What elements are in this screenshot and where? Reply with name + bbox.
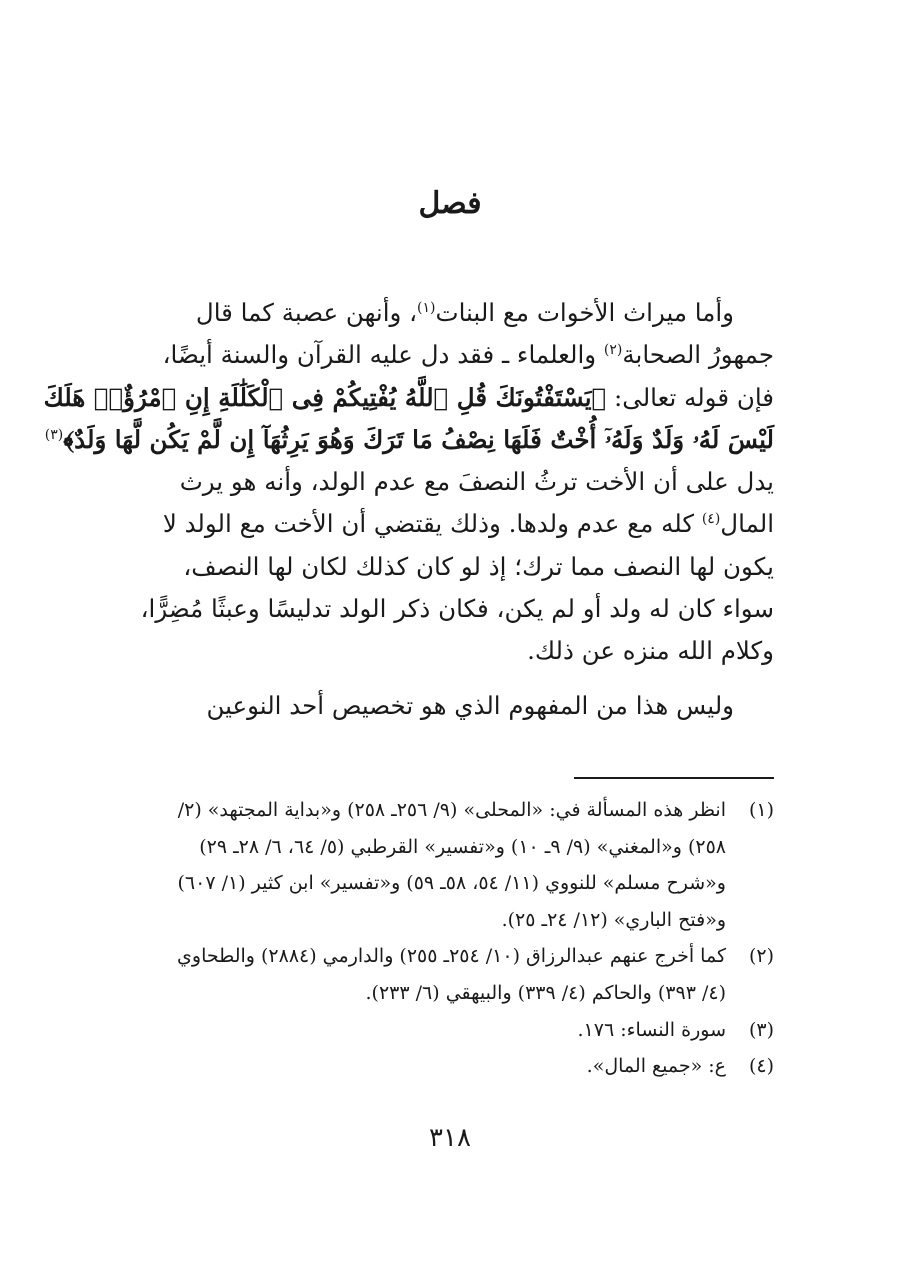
- section-heading: فصل: [418, 186, 482, 221]
- footnote-line: و«شرح مسلم» للنووي (١١/ ٥٤، ٥٨ـ ٥٩) و«تفسير» ابن كثير (١/ ٦٠٧): [177, 872, 726, 895]
- footnote: [126, 1012, 774, 1049]
- text-span: ، وأنهن عصبة كما قال: [195, 298, 418, 327]
- text-line: يكون لها النصف مما ترك؛ إذ لو كان كذلك لكان لها النصف،: [183, 551, 774, 581]
- footnote-reference: (٢): [603, 342, 623, 359]
- text-span: فإن قوله تعالى:: [606, 382, 774, 412]
- text-span: جمهورُ الصحابة: [622, 340, 774, 370]
- footnotes: [126, 792, 774, 1085]
- footnote-number: (٤): [748, 1055, 774, 1078]
- footnote-line: انظر هذه المسألة في: «المحلى» (٩/ ٢٥٦ـ ٢٥٨) و«بداية المجتهد» (٢/: [177, 799, 726, 821]
- footnote: [126, 938, 774, 1011]
- text-line: [126, 292, 774, 334]
- footnote-line: ٢٥٨) و«المغني» (٩/ ٩ـ ١٠) و«تفسير» القرطبي (٥/ ٦٤، ٦/ ٢٨ـ ٢٩): [199, 835, 726, 858]
- footnote-text: [126, 1048, 726, 1085]
- text-line: [126, 334, 774, 376]
- text-span: والعلماء ـ فقد دل عليه القرآن والسنة أيضًا،: [162, 340, 604, 370]
- footnote-number: (١): [748, 799, 774, 821]
- footnote-text: [126, 1012, 726, 1049]
- quran-verse: لَيْسَ لَهُۥ وَلَدٌ وَلَهُۥٓ أُخْتٌ فَلَهَا نِصْفُ مَا تَرَكَ وَهُوَ يَرِثُهَآ إِن لَّمْ يَكُن لَّهَا وَلَدٌ﴾: [63, 424, 774, 454]
- footnote-text: [126, 938, 726, 1011]
- footnote-number: (٣): [748, 1018, 774, 1041]
- text-span: كله مع عدم ولدها. وذلك يقتضي أن الأخت مع الولد لا: [162, 509, 702, 539]
- footnote: [126, 1048, 774, 1085]
- text-span: المال: [720, 509, 774, 539]
- footnote-divider: [574, 777, 774, 779]
- footnote-text: [126, 792, 726, 938]
- footnote-reference: (١): [417, 299, 436, 316]
- footnote-line: كما أخرج عنهم عبدالرزاق (١٠/ ٢٥٤ـ ٢٥٥) والدارمي (٢٨٨٤) والطحاوي: [177, 945, 726, 968]
- main-text: [43, 292, 774, 727]
- text-line: يدل على أن الأخت ترثُ النصفَ مع عدم الولد، وأنه هو يرث: [179, 467, 774, 497]
- page-number: ٣١٨: [429, 1123, 471, 1153]
- footnote-line: سورة النساء: ١٧٦.: [577, 1018, 726, 1041]
- paragraph-gap: [126, 673, 774, 685]
- footnote-line: (٤/ ٣٩٣) والحاكم (٤/ ٣٣٩) والبيهقي (٦/ ٢٣٣).: [365, 981, 726, 1004]
- footnote-line: و«فتح الباري» (١٢/ ٢٤ـ ٢٥).: [501, 908, 726, 931]
- footnote-reference: (٣): [44, 426, 64, 443]
- text-line: وكلام الله منزه عن ذلك.: [527, 636, 774, 666]
- text-span: وأما ميراث الأخوات مع البنات: [435, 298, 734, 327]
- footnote: [126, 792, 774, 938]
- text-line: [43, 377, 774, 419]
- text-line: [44, 419, 774, 461]
- footnote-number: (٢): [748, 945, 774, 968]
- quran-verse: ﴿يَسْتَفْتُونَكَ قُلِ ٱللَّهُ يُفْتِيكُمْ فِى ٱلْكَلَٰلَةِ إِنِ ٱمْرُؤٌا۟ هَلَكَ: [43, 382, 607, 412]
- text-line: وليس هذا من المفهوم الذي هو تخصيص أحد النوعين: [206, 690, 734, 720]
- footnote-reference: (٤): [701, 511, 721, 528]
- text-line: [126, 503, 774, 545]
- text-line: سواء كان له ولد أو لم يكن، فكان ذكر الولد تدليسًا وعبثًا مُضِرًّا،: [140, 594, 774, 624]
- footnote-line: ع: «جميع المال».: [586, 1055, 726, 1078]
